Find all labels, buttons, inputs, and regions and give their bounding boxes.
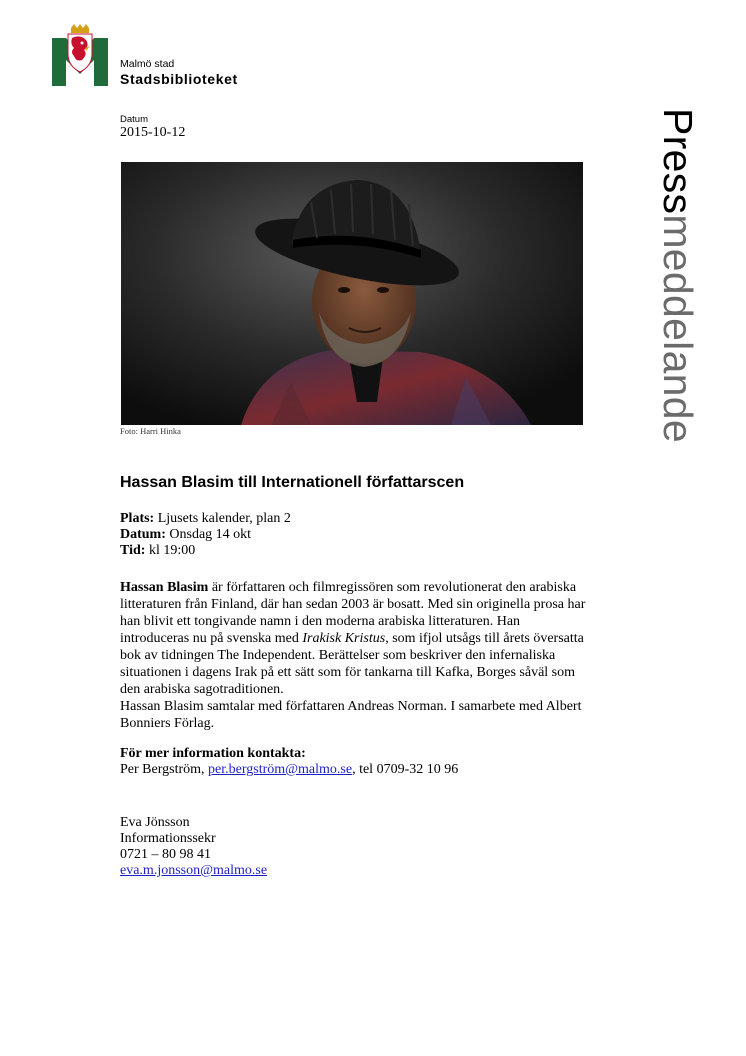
contact-email-link[interactable]: per.bergström@malmo.se [208, 762, 353, 777]
contact-name: Per Bergström, [120, 762, 209, 777]
book-title: Irakisk Kristus [302, 631, 386, 646]
photo-credit: Foto: Harri Hinka [120, 426, 181, 436]
headline: Hassan Blasim till Internationell författarscen [120, 474, 465, 491]
author-photo [121, 162, 583, 425]
signature-name: Eva Jönsson [120, 815, 190, 830]
body-paragraph-2: Hassan Blasim samtalar med författaren Andreas Norman. I samarbete med Albert Bonniers Förlag. [120, 699, 582, 731]
body-text [120, 579, 590, 732]
side-label-light: meddelande [655, 214, 701, 443]
event-facts [120, 511, 291, 559]
fact-date: Datum: Onsdag 14 okt [120, 527, 252, 542]
contact-heading: För mer information kontakta: [120, 746, 306, 761]
malmo-coat-of-arms-icon [52, 24, 108, 86]
contact-tel: , tel 0709-32 10 96 [352, 762, 459, 777]
org-name: Stadsbiblioteket [120, 71, 238, 87]
author-name: Hassan Blasim [120, 580, 209, 595]
body-paragraph-1: Hassan Blasim är författaren och filmregissören som revolutionerat den arabiska litteraturen från Finland, där han sedan 2003 är bosatt. Med sin originella prosa har han blivit ett tongivande namn i den moderna arabiska litteraturen. Han introduceras nu på svenska med Irakisk Kristus, som ifjol utsågs till årets översatta bok av tidningen The Independent. Berättelser som beskriver den infernaliska situationen i dagens Irak på ett sätt som för tankarna till Kafka, Borges såväl som den arabiska sagotraditionen. [120, 580, 586, 697]
date-label: Datum [120, 114, 148, 125]
fact-place: Plats: Ljusets kalender, plan 2 [120, 511, 291, 526]
org-name-small: Malmö stad [120, 58, 175, 70]
side-label-bold: Press [655, 108, 701, 215]
contact-block [120, 746, 458, 778]
fact-time: Tid: kl 19:00 [120, 543, 196, 558]
signature-title: Informationssekr [120, 831, 216, 846]
signature-email-link[interactable]: eva.m.jonsson@malmo.se [120, 863, 268, 878]
date-value: 2015-10-12 [120, 125, 186, 140]
press-release-side-label [640, 108, 701, 548]
signature-block [120, 815, 267, 879]
signature-phone: 0721 – 80 98 41 [120, 847, 211, 862]
